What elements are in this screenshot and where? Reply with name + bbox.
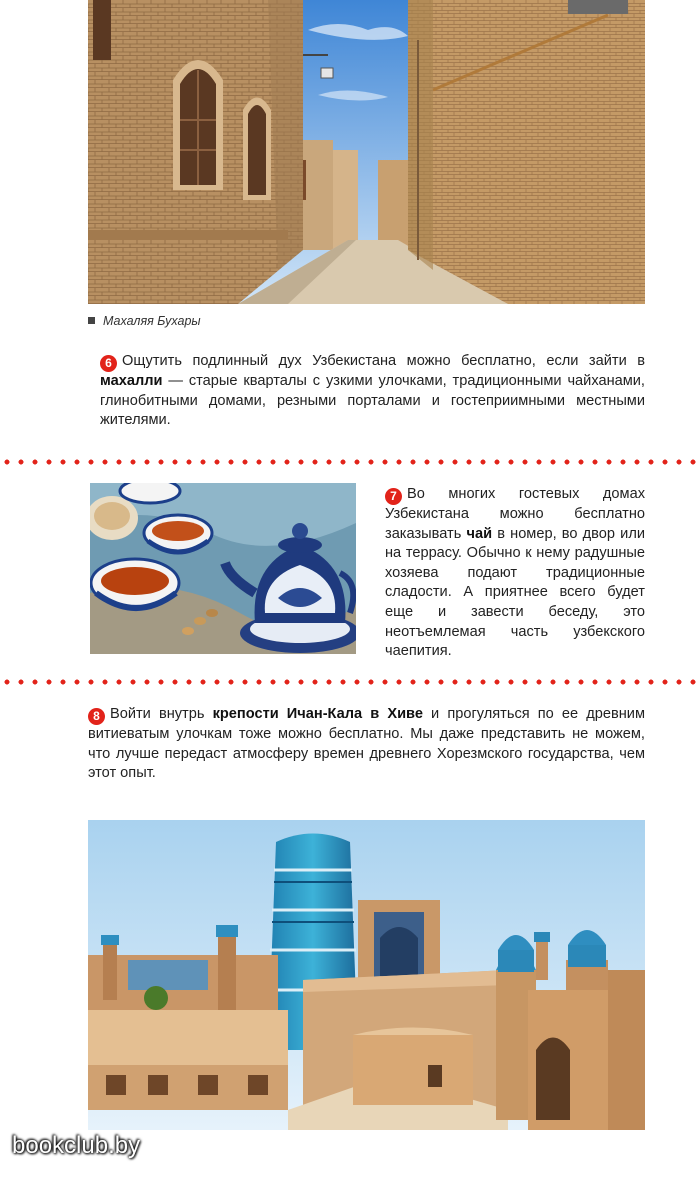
section-7-text-after: в номер, во двор или на террасу. Обычно к нему радушные хозяева подают традиционные сладости. А приятнее всего будет еще и завести беседу, это неотъемлемая часть узбекского чаепития. [385, 525, 645, 660]
section-6-text-before: Ощутить подлинный дух Узбекистана можно бесплатно, если зайти в [122, 353, 645, 369]
section-8-text-after: и прогуляться по ее древним витиеватым улочкам тоже можно бесплатно. Мы даже представить не можем, что лучше передаст атмосферу времен древнего Хорезмского государства, чем этот опыт. [88, 706, 645, 782]
section-8-text-before: Войти внутрь [110, 706, 213, 722]
itchan-kala-photo [88, 820, 645, 1130]
caption-text: Махаляя Бухары [103, 314, 201, 328]
section-6-paragraph [100, 352, 645, 431]
number-badge-7: 7 [385, 488, 402, 505]
section-8-paragraph [88, 705, 645, 784]
bukhara-street-photo [88, 0, 645, 304]
section-7-text-before: Во многих гостевых домах Узбекистана можно бесплатно заказывать [385, 486, 645, 542]
dotted-divider [0, 679, 700, 685]
caption-bullet-icon [88, 317, 95, 324]
number-badge-6: 6 [100, 355, 117, 372]
section-7-paragraph [385, 485, 645, 662]
watermark: bookclub.by [12, 1132, 141, 1159]
section-8-bold: крепости Ичан-Кала в Хиве [212, 706, 423, 722]
number-badge-8: 8 [88, 708, 105, 725]
section-7-bold: чай [466, 525, 493, 542]
section-6-bold: махалли [100, 373, 163, 389]
dotted-divider [0, 459, 700, 465]
tea-set-photo [90, 483, 356, 654]
photo-caption [88, 314, 201, 328]
section-6-text-after: — старые кварталы с узкими улочками, традиционными чайханами, глинобитными домами, резными порталами и гостеприимными местными жителями. [100, 373, 645, 429]
